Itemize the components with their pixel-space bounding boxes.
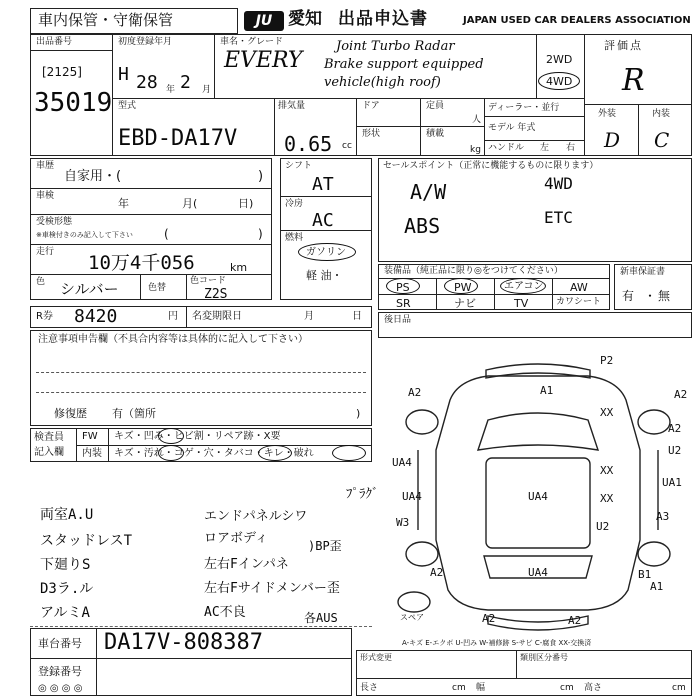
warranty-no: 無 [658, 289, 671, 303]
color-code-value: Z2S [204, 287, 228, 302]
recycle-label: R券 [36, 311, 53, 322]
association-name: JAPAN USED CAR DEALERS ASSOCIATION [463, 15, 691, 26]
reception-note: ※車検付きのみ記入して下さい [36, 231, 133, 239]
damage-mark: A2 [568, 614, 582, 627]
shape-label: 形状 [362, 129, 381, 139]
check-row2-label: 内装 [82, 448, 102, 459]
model-value: EBD-DA17V [118, 126, 238, 151]
name-change-deadline-label: 名変期限日 [192, 311, 242, 322]
equip-aircon: エアコン [504, 281, 544, 292]
damage-mark: A1 [650, 580, 664, 593]
ac-value: AC [312, 210, 334, 231]
ju-logo [244, 11, 284, 31]
interior-label: 内装 [652, 109, 671, 119]
damage-mark: A1 [540, 384, 554, 397]
lot-number: 35019 [34, 88, 113, 118]
displacement-label: 排気量 [278, 101, 306, 111]
damage-mark: XX [600, 464, 614, 477]
capacity-label: 定員 [426, 101, 445, 111]
interior-grade: C [654, 128, 670, 152]
insp-year-unit: 年 [118, 197, 129, 210]
handle-left: 左 [540, 143, 550, 153]
damage-mark: P2 [600, 354, 614, 367]
chassis-label: 車台番号 [38, 637, 82, 650]
fuel-selected-circle [298, 243, 356, 261]
fuel-diesel: 軽 油・ [306, 269, 343, 282]
damage-mark: U2 [668, 444, 682, 457]
new-car-warranty-label: 新車保証書 [620, 267, 666, 277]
note-3b: 左右Fインパネ [204, 557, 289, 572]
rear-items-label: 後日品 [384, 315, 412, 325]
door-label: ドア [362, 101, 380, 111]
model-year-label: モデル 年式 [488, 123, 536, 133]
mileage-value: 10万4千056 [88, 252, 195, 274]
spare-label: スペア [400, 613, 424, 622]
damage-mark: XX [600, 492, 614, 505]
deadline-day: 日 [352, 311, 362, 322]
width-label: 幅 [476, 683, 486, 693]
displacement-unit: cc [342, 141, 352, 151]
reception-paren-open: ( [164, 227, 169, 241]
load-unit: kg [470, 145, 481, 155]
reg-month-unit: 月 [202, 85, 212, 95]
grade-line3: vehicle(high roof) [324, 75, 441, 90]
damage-legend: A-キズ E-エクボ U-凹み W-補修跡 S-サビ C-腐食 XX-交換済 [402, 639, 592, 647]
history-label: 車歴 [36, 161, 55, 171]
grade-line1: Joint Turbo Radar [336, 39, 455, 54]
notes-label: 注意事項申告欄（不具合内容等は具体的に記入して下さい） [38, 334, 308, 345]
damage-mark: UA4 [402, 490, 422, 503]
reception-paren-close: ) [258, 227, 263, 241]
dealer-label: ディーラー・並行 [488, 103, 560, 113]
equip-aircon-circle [500, 278, 546, 294]
equip-leather-seat: カワシート [556, 297, 602, 307]
equip-ps: PS [396, 281, 410, 294]
shift-label: シフト [285, 161, 313, 171]
repair-history-value: 有（箇所 [112, 407, 156, 420]
sales-point-aw: A/W [410, 180, 447, 204]
equip-navi: ナビ [454, 297, 476, 310]
exterior-label: 外装 [598, 109, 617, 119]
equip-ps-circle [386, 278, 420, 294]
entry-label: 記入欄 [34, 447, 64, 458]
shape-change-label: 形式変更 [360, 653, 392, 662]
damage-mark: A2 [482, 612, 496, 625]
drive-2wd: 2WD [546, 53, 573, 66]
drive-4wd-circle [538, 72, 580, 90]
equip-tv: TV [514, 297, 529, 310]
displacement-value: 0.65 [284, 132, 333, 156]
brand-text: 愛知 [288, 9, 322, 29]
sales-point-4wd: 4WD [544, 174, 573, 193]
handle-right: 右 [566, 143, 576, 153]
damage-mark: UA1 [662, 476, 682, 489]
damage-mark: UA4 [392, 456, 412, 469]
footer-symbols: ◎ ◎ ◎ ◎ [38, 683, 83, 694]
mileage-label: 走行 [36, 247, 55, 257]
damage-mark: B1 [638, 568, 652, 581]
history-value: 自家用・( [64, 169, 122, 184]
reg-number-label: 登録番号 [38, 665, 82, 678]
lot-label: 出品番号 [36, 37, 73, 47]
equip-pw: PW [454, 281, 472, 294]
note-2b: ロアボディ [204, 531, 268, 546]
check-circle-dirt [158, 445, 184, 461]
note-5a: アルミA [40, 605, 90, 621]
height-label: 高さ [584, 683, 603, 693]
header-title: 車内保管・守衛保管 [38, 11, 174, 29]
deadline-month: 月 [304, 311, 314, 322]
reg-year-unit: 年 [166, 85, 176, 95]
lot-sub: [2125] [42, 65, 82, 79]
equipment-label: 装備品（純正品に限り◎をつけてください） [384, 266, 563, 276]
equip-aw: AW [570, 281, 588, 294]
note-4b: 左右Fサイドメンバー歪 [204, 581, 340, 596]
sales-points-box [378, 158, 692, 262]
note-1a: 両室A.U [40, 507, 94, 523]
sales-points-label: セールスポイント（正常に機能するものに限ります） [383, 161, 599, 171]
notes-dashed-line [30, 626, 372, 627]
note-4a: D3ラ.ル [40, 581, 94, 597]
sales-point-abs: ABS [404, 214, 441, 238]
note-2c: )BP歪 [308, 539, 342, 553]
color-value: シルバー [60, 280, 119, 298]
note-2a: スタッドレスT [40, 533, 133, 549]
sales-point-etc: ETC [544, 208, 573, 227]
insp-day-unit: 日) [238, 197, 254, 210]
note-5c: 各AUS [304, 611, 338, 625]
inspector-label: 検査員 [34, 432, 64, 443]
damage-mark: UA4 [528, 490, 548, 503]
name-label: 車名・グレード [220, 37, 284, 47]
car-name: EVERY [224, 48, 303, 73]
check-row1-items: キズ・凹み・ヒビ割・リペア跡・X要 [114, 431, 281, 442]
recycle-amount: 8420 [74, 306, 118, 327]
check-circle-tear [332, 445, 366, 461]
load-label: 積載 [426, 129, 445, 139]
reception-label: 受検形態 [36, 217, 73, 227]
damage-mark: A2 [430, 566, 444, 579]
car-damage-diagram [378, 340, 692, 640]
mileage-unit: km [230, 261, 248, 274]
note-5b: AC不良 [204, 605, 246, 620]
score-value: R [622, 63, 645, 98]
fuel-label: 燃料 [285, 233, 304, 243]
reg-year: 28 [136, 72, 158, 93]
recycle-unit: 円 [168, 311, 178, 322]
length-unit: cm [452, 683, 466, 693]
length-label: 長さ [360, 683, 379, 693]
model-label: 型式 [118, 101, 137, 111]
form-title: 出品申込書 [338, 9, 428, 29]
history-close: ) [258, 169, 264, 184]
capacity-unit: 人 [472, 115, 482, 125]
warranty-yes: 有 [622, 289, 635, 303]
inspection-label: 車検 [36, 191, 55, 201]
check-circle-dent [158, 428, 184, 444]
color-change-label: 色替 [148, 283, 167, 293]
grade-line2: Brake support equipped [324, 57, 484, 72]
note-1b: エンドパネルシワ [204, 509, 308, 524]
reg-month: 2 [180, 72, 191, 93]
warranty-sep: ・ [644, 289, 657, 303]
note-3a: 下廻りS [40, 557, 91, 573]
damage-mark: A3 [656, 510, 670, 523]
check-row2-items: キズ・汚れ・コゲ・穴・タバコ・キレ・破れ [114, 448, 314, 459]
height-unit: cm [672, 683, 686, 693]
drive-4wd: 4WD [546, 75, 573, 88]
damage-mark: W3 [396, 516, 410, 529]
damage-mark: A2 [408, 386, 422, 399]
damage-mark: A2 [674, 388, 688, 401]
color-label: 色 [36, 277, 46, 287]
check-row1-label: FW [82, 431, 98, 442]
chassis-number: DA17V-808387 [104, 630, 263, 655]
exterior-grade: D [604, 128, 621, 152]
repair-history-label: 修復歴 [54, 407, 87, 420]
width-unit: cm [560, 683, 574, 693]
damage-mark: XX [600, 406, 614, 419]
check-circle-tobacco [258, 445, 292, 461]
color-code-label: 色コード [190, 276, 227, 286]
damage-mark: U2 [596, 520, 610, 533]
damage-mark: UA4 [528, 566, 548, 579]
equip-sr: SR [396, 297, 411, 310]
ac-label: 冷房 [285, 199, 304, 209]
rear-items-box [378, 312, 692, 338]
score-label: 評価点 [604, 39, 643, 52]
first-reg-label: 初度登録年月 [118, 37, 173, 47]
shift-value: AT [312, 174, 334, 195]
class-label: 類別区分番号 [520, 653, 568, 662]
damage-mark: A2 [668, 422, 682, 435]
note-mark: ﾌﾟﾗｸﾞ [346, 487, 379, 502]
insp-month-unit: 月( [182, 197, 198, 210]
repair-history-close: ) [356, 407, 361, 420]
reg-era: H [118, 64, 129, 85]
equip-pw-circle [444, 278, 478, 294]
ju-logo-text: JU [255, 13, 273, 29]
handle-label: ハンドル [488, 143, 525, 153]
fuel-gasoline: ガソリン [306, 247, 346, 258]
